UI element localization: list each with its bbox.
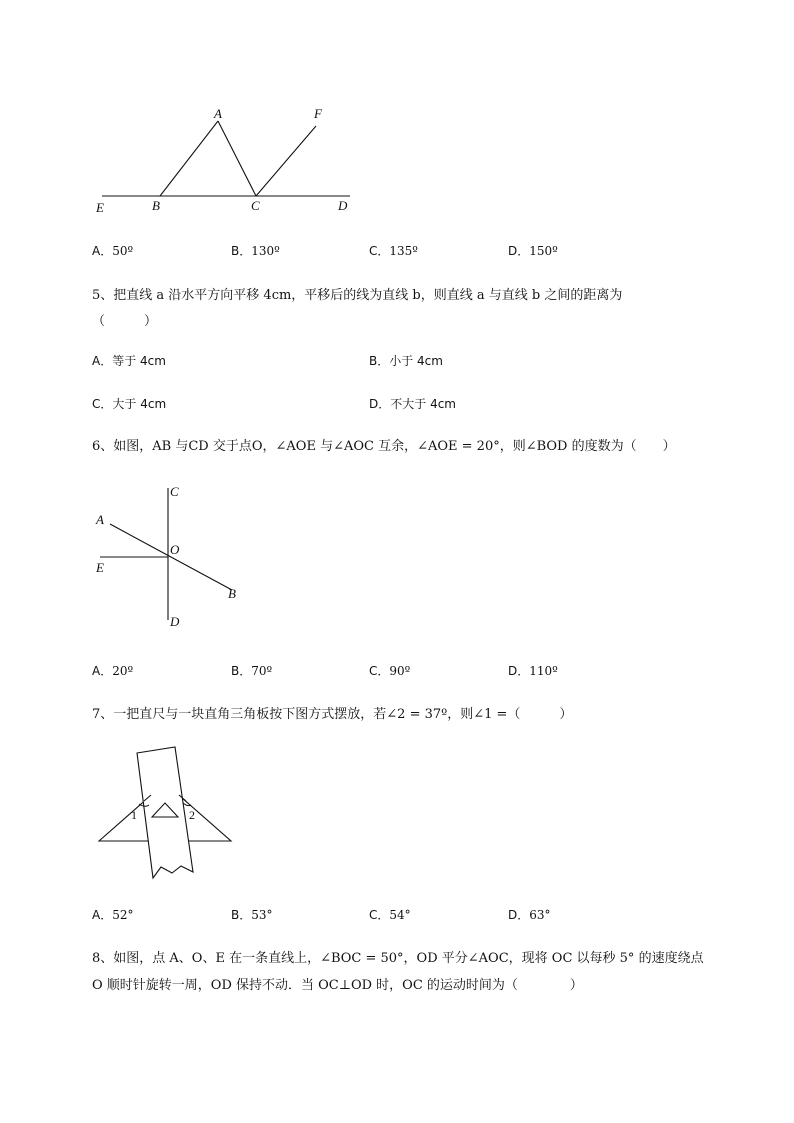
- q7-option-c[interactable]: C．54°: [369, 908, 411, 922]
- q5-option-b[interactable]: B．小于 4cm: [369, 354, 443, 368]
- q7-option-a[interactable]: A．52°: [92, 908, 134, 922]
- angle-1-label: 1: [131, 808, 137, 822]
- label-e: E: [96, 200, 104, 215]
- q7-stem: 7、一把直尺与一块直角三角板按下图方式摆放，若∠2 = 37º，则∠1 =（ ）: [92, 707, 573, 722]
- label-f: F: [314, 106, 322, 121]
- q5-stem-line1: 5、把直线 a 沿水平方向平移 4cm，平移后的线为直线 b，则直线 a 与直线 b 之间的距离为: [92, 288, 623, 303]
- label-d: D: [170, 614, 180, 629]
- segment-ac: [218, 121, 256, 196]
- q8-stem-line2: O 顺时针旋转一周，OD 保持不动．当 OC⊥OD 时，OC 的运动时间为（ ）: [92, 978, 583, 993]
- q5-option-d[interactable]: D．不大于 4cm: [369, 397, 456, 411]
- q6-option-d[interactable]: D．110º: [508, 664, 558, 678]
- label-c: C: [170, 484, 179, 499]
- label-d: D: [338, 198, 348, 213]
- q5-option-c[interactable]: C．大于 4cm: [92, 397, 167, 411]
- label-a: A: [214, 106, 222, 121]
- q6-stem: 6、如图，AB 与CD 交于点O，∠AOE 与∠AOC 互余，∠AOE = 20°，则∠BOD 的度数为（ ）: [92, 439, 676, 454]
- label-e: E: [96, 560, 104, 575]
- q6-option-b[interactable]: B．70º: [231, 664, 273, 678]
- angle-2-label: 2: [189, 808, 195, 822]
- q5-stem-line2: （ ）: [92, 314, 158, 329]
- q4-figure: [90, 100, 360, 220]
- label-a: A: [96, 512, 104, 527]
- q7-figure: [95, 745, 240, 885]
- q6-option-c[interactable]: C．90º: [369, 664, 411, 678]
- q7-option-d[interactable]: D．63°: [508, 908, 551, 922]
- q8-stem-line1: 8、如图，点 A、O、E 在一条直线上，∠BOC = 50°，OD 平分∠AOC，现将 OC 以每秒 5° 的速度绕点: [92, 951, 704, 966]
- label-c: C: [251, 198, 260, 213]
- q4-option-a[interactable]: A．50º: [92, 244, 134, 258]
- q6-figure: [90, 480, 260, 630]
- label-b: B: [152, 198, 160, 213]
- ray-cf: [256, 126, 316, 196]
- label-o: O: [170, 542, 180, 557]
- q7-option-b[interactable]: B．53°: [231, 908, 273, 922]
- q4-option-d[interactable]: D．150º: [508, 244, 558, 258]
- q4-option-b[interactable]: B．130º: [231, 244, 280, 258]
- label-b: B: [228, 586, 236, 601]
- q5-option-a[interactable]: A．等于 4cm: [92, 354, 166, 368]
- segment-ab: [160, 121, 218, 196]
- ruler: [137, 747, 193, 878]
- q4-option-c[interactable]: C．135º: [369, 244, 418, 258]
- q6-option-a[interactable]: A．20º: [92, 664, 134, 678]
